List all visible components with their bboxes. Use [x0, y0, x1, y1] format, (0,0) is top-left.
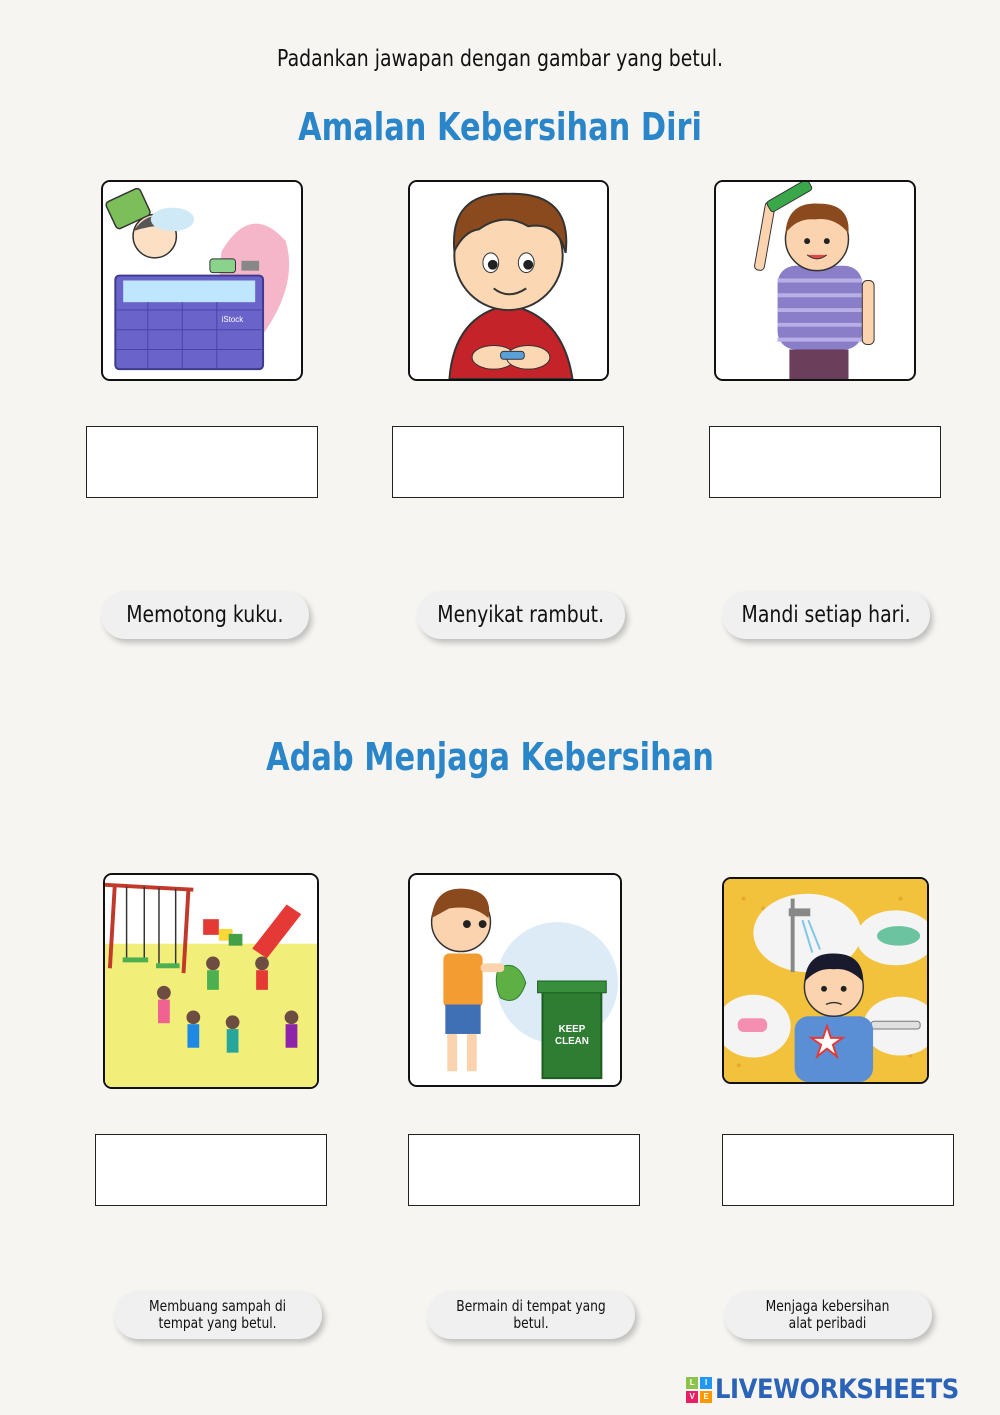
svg-text:KEEPCLEAN: KEEP CLEAN [555, 1024, 589, 1047]
answer-chip-menjaga-alat-peribadi[interactable]: Menjaga kebersihan alat peribadi [724, 1291, 932, 1339]
answer-chip-memotong-kuku[interactable]: Memotong kuku. [101, 591, 309, 639]
boy-cutting-nails-icon [410, 182, 607, 379]
answer-chip-menyikat-rambut[interactable]: Menyikat rambut. [417, 591, 625, 639]
boy-combing-hair-icon [716, 182, 914, 379]
answer-drop-box-2[interactable] [392, 426, 624, 498]
answer-chip-bermain-di-tempat[interactable]: Bermain di tempat yang betul. [427, 1291, 635, 1339]
picture-throwing-trash [408, 873, 622, 1087]
answer-drop-box-6[interactable] [722, 1134, 954, 1206]
bathing-boy-icon [103, 182, 301, 379]
stock-watermark: iStock [221, 314, 244, 324]
liveworksheets-logo[interactable] [686, 1374, 986, 1405]
logo-mark-icon: L I V E [686, 1377, 712, 1403]
picture-combing-hair [714, 180, 916, 381]
playground-children-icon [105, 875, 317, 1087]
boy-throwing-trash-icon [410, 875, 620, 1085]
personal-hygiene-tools-icon [724, 879, 927, 1082]
logo-text: LIVEWORKSHEETS [715, 1374, 959, 1405]
picture-personal-tools [722, 877, 929, 1084]
answer-chip-membuang-sampah[interactable]: Membuang sampah di tempat yang betul. [114, 1291, 322, 1339]
picture-playground [103, 873, 319, 1089]
answer-drop-box-1[interactable] [86, 426, 318, 498]
picture-bathing [101, 180, 303, 381]
section-title-cleanliness-manners: Adab Menjaga Kebersihan [266, 735, 714, 779]
picture-cutting-nails [408, 180, 609, 381]
section-title-personal-hygiene: Amalan Kebersihan Diri [298, 105, 702, 149]
instruction-text: Padankan jawapan dengan gambar yang betul. [277, 46, 723, 72]
answer-drop-box-3[interactable] [709, 426, 941, 498]
answer-chip-mandi-setiap-hari[interactable]: Mandi setiap hari. [722, 591, 930, 639]
answer-drop-box-5[interactable] [408, 1134, 640, 1206]
answer-drop-box-4[interactable] [95, 1134, 327, 1206]
